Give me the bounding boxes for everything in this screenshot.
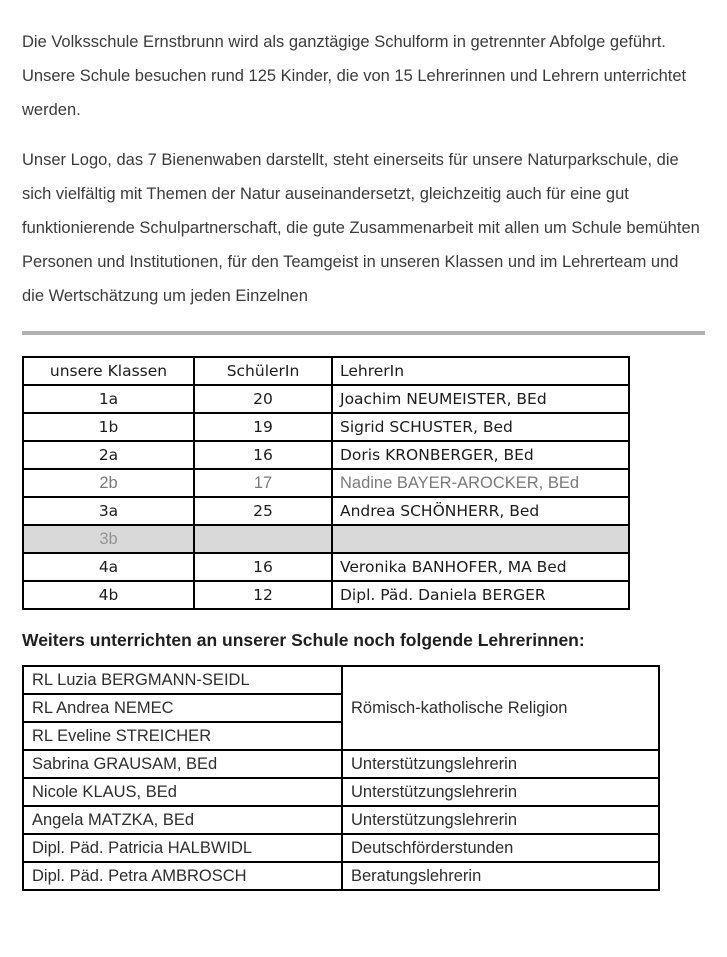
cell-teacher-role: Unterstützungslehrerin xyxy=(342,778,659,806)
cell-teacher-name: Dipl. Päd. Patricia HALBWIDL xyxy=(23,834,342,862)
cell-teacher-name: RL Eveline STREICHER xyxy=(23,722,342,750)
intro-paragraph-1: Die Volksschule Ernstbrunn wird als ganztägige Schulform in getrennter Abfolge geführt. Unsere Schule besuchen rund 125 Kinder, die von 15 Lehrerinnen und Lehrern unterrichtet werden. xyxy=(22,33,687,119)
cell-klasse: 2a xyxy=(23,441,194,469)
cell-schueler-count: 17 xyxy=(194,469,332,497)
table-row-teacher xyxy=(23,834,659,862)
cell-lehrer-name: Veronika BANHOFER, MA Bed xyxy=(332,553,629,581)
table-row-teacher xyxy=(23,750,659,778)
cell-schueler-count: 19 xyxy=(194,413,332,441)
intro-paragraph-2: Unser Logo, das 7 Bienenwaben darstellt, steht einerseits für unsere Naturparkschule, die sich vielfältig mit Themen der Natur auseinandersetzt, gleichzeitig auch für eine gut funktionierende Schulpartnerschaft, die gute Zusammenarbeit mit allen um Schule bemühten Personen und Institutionen, für den Teamgeist in unseren Klassen und im Lehrerteam und die Wertschätzung um jeden Einzelnen xyxy=(22,151,700,305)
cell-lehrer-name: Joachim NEUMEISTER, BEd xyxy=(332,385,629,413)
cell-teacher-role: Unterstützungslehrerin xyxy=(342,806,659,834)
cell-lehrer-name: Andrea SCHÖNHERR, Bed xyxy=(332,497,629,525)
cell-religion-subject: Römisch-katholische Religion xyxy=(342,666,659,750)
cell-lehrer-name: Sigrid SCHUSTER, Bed xyxy=(332,413,629,441)
cell-klasse: 3b xyxy=(23,525,194,553)
cell-klasse: 1b xyxy=(23,413,194,441)
cell-schueler-count: 16 xyxy=(194,441,332,469)
cell-lehrer-name: Doris KRONBERGER, BEd xyxy=(332,441,629,469)
cell-teacher-name: Angela MATZKA, BEd xyxy=(23,806,342,834)
cell-lehrer-name: Nadine BAYER-AROCKER, BEd xyxy=(332,469,629,497)
cell-teacher-role: Unterstützungslehrerin xyxy=(342,750,659,778)
cell-lehrer-name xyxy=(332,525,629,553)
cell-teacher-role: Beratungslehrerin xyxy=(342,862,659,890)
cell-klasse: 4b xyxy=(23,581,194,609)
cell-schueler-count: 20 xyxy=(194,385,332,413)
classes-table xyxy=(22,356,630,610)
cell-teacher-role: Deutschförderstunden xyxy=(342,834,659,862)
cell-teacher-name: RL Luzia BERGMANN-SEIDL xyxy=(23,666,342,694)
section-heading: Weiters unterrichten an unserer Schule noch folgende Lehrerinnen: xyxy=(22,630,585,650)
classes-table-header-row xyxy=(23,357,629,385)
cell-teacher-name: Nicole KLAUS, BEd xyxy=(23,778,342,806)
cell-lehrer-name: Dipl. Päd. Daniela BERGER xyxy=(332,581,629,609)
teachers-table xyxy=(22,665,660,891)
table-row-teacher xyxy=(23,806,659,834)
cell-teacher-name: Sabrina GRAUSAM, BEd xyxy=(23,750,342,778)
column-header-lehrerin: LehrerIn xyxy=(332,357,629,385)
cell-teacher-name: Dipl. Päd. Petra AMBROSCH xyxy=(23,862,342,890)
column-header-schuelerin: SchülerIn xyxy=(194,357,332,385)
table-row-2b xyxy=(23,469,629,497)
section-divider xyxy=(22,331,705,335)
cell-schueler-count: 12 xyxy=(194,581,332,609)
cell-schueler-count: 16 xyxy=(194,553,332,581)
table-row-4b xyxy=(23,581,629,609)
cell-schueler-count xyxy=(194,525,332,553)
cell-teacher-name: RL Andrea NEMEC xyxy=(23,694,342,722)
table-row-2a xyxy=(23,441,629,469)
table-row-teacher xyxy=(23,862,659,890)
table-row-4a xyxy=(23,553,629,581)
table-row-3b xyxy=(23,525,629,553)
column-header-unsere-klassen: unsere Klassen xyxy=(23,357,194,385)
table-row-teacher xyxy=(23,778,659,806)
table-row-1b xyxy=(23,413,629,441)
cell-klasse: 1a xyxy=(23,385,194,413)
cell-schueler-count: 25 xyxy=(194,497,332,525)
table-row-religion-1 xyxy=(23,666,659,694)
table-row-1a xyxy=(23,385,629,413)
cell-klasse: 4a xyxy=(23,553,194,581)
cell-klasse: 3a xyxy=(23,497,194,525)
cell-klasse: 2b xyxy=(23,469,194,497)
table-row-3a xyxy=(23,497,629,525)
